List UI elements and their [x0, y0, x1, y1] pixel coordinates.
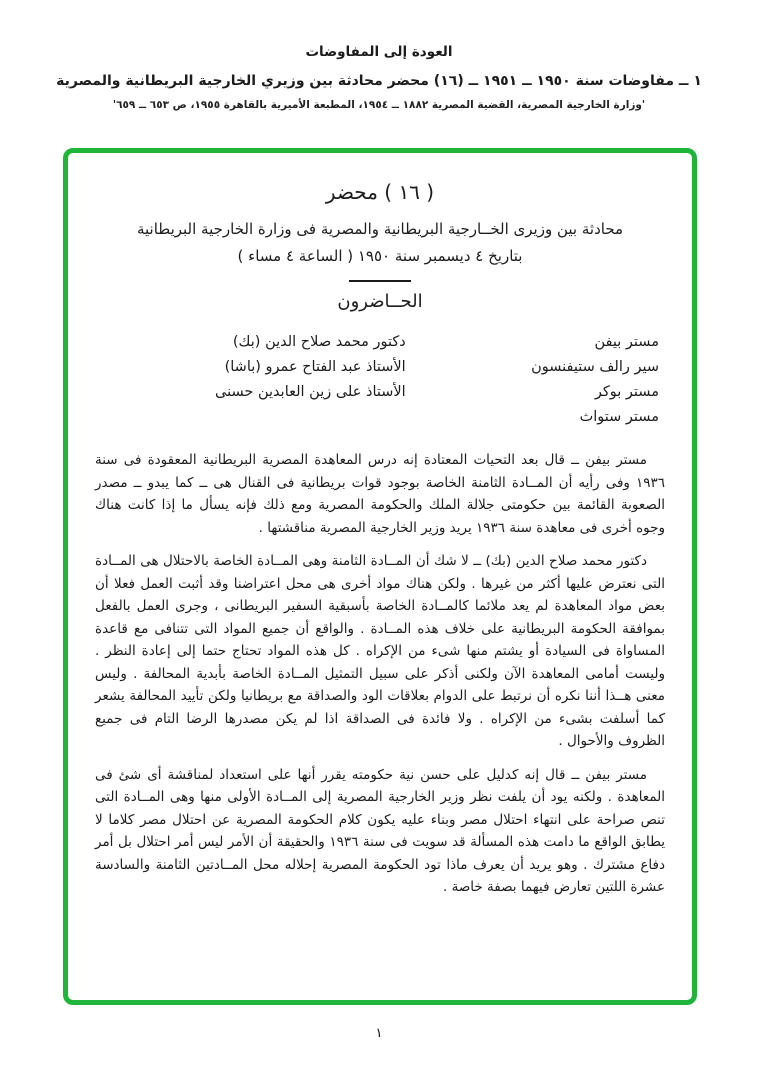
header-source-citation: 'وزارة الخارجية المصرية، القضية المصرية ١٨٨٢ ــ ١٩٥٤، المطبعة الأميرية بالقاهرة ١٩٥٥، ص ٦٥٣ ــ ٦٥٩' [112, 99, 646, 111]
page-number: ١ [375, 1026, 383, 1041]
attendees-list [95, 332, 665, 427]
attendee-name: مستر بيفن [594, 334, 659, 350]
attendee-name: الأستاذ على زين العابدين حسنى [215, 384, 406, 400]
attendee-name: مستر ستواث [579, 409, 659, 425]
title-divider-rule [349, 280, 411, 282]
paragraph-bevin-2: مستر بيفن ــ قال إنه كدليل على حسن نية حكومته يقرر أنها على استعداد لمناقشة أى شئ فى المعاهدة . ولكنه يود أن يلفت نظر وزير الخارجية المصرية إلى المــادة الأولى منها وهى المــادة التى تنص صراحة على انتهاء احتلال مصر وبناء عليه يكون كلام الحكومة المصرية عن احتلال مصر كلاما لا يطابق الواقع ما دامت هذه المسألة قد سويت فى سنة ١٩٣٦ والحقيقة أن الأمر ليس أمر احتلال بل أمر دفاع مشترك . وهو يريد أن يعرف ماذا تود الحكومة المصرية إحلاله محل المــادتين الثامنة والسادسة عشرة اللتين تعارض فيهما بصفة خاصة . [95, 766, 665, 895]
attendee-name: دكتور محمد صلاح الدين (بك) [232, 334, 406, 350]
minutes-subtitle-line1: محادثة بين وزيرى الخــارجية البريطانية والمصرية فى وزارة الخارجية البريطانية [136, 220, 624, 238]
attendee-name: سير رالف ستيفنسون [531, 359, 659, 375]
header-section-title: العودة إلى المفاوضات [305, 44, 453, 60]
attendees-column-british [531, 332, 659, 427]
document-content [95, 153, 665, 899]
paragraph-bevin-1: مستر بيفن ــ قال بعد التحيات المعتادة إنه درس المعاهدة المصرية البريطانية المعقودة فى سنة ١٩٣٦ وفى رأيه أن المــادة الثامنة الخاصة بوجود قوات بريطانية فى القنال هى ــ كما يبدو ــ مصدر الصعوبة القائمة بين حكومتى جلالة الملك والحكومة المصرية ومع ذلك فإنه يسأل ما إذا كانت هناك وجوه أخرى فى معاهدة سنة ١٩٣٦ يريد وزير الخارجية المصرية مناقشتها . [95, 452, 665, 536]
minutes-title: ( ١٦ ) محضر [325, 180, 435, 204]
attendee-name: الأستاذ عبد الفتاح عمرو (باشا) [224, 359, 406, 375]
attendees-heading: الحــاضرون [337, 291, 423, 312]
minutes-body [95, 449, 665, 899]
page-header [0, 44, 758, 111]
minutes-subtitle-line2: بتاريخ ٤ ديسمبر سنة ١٩٥٠ ( الساعة ٤ مساء ) [237, 247, 523, 265]
paragraph-salaheldin: دكتور محمد صلاح الدين (بك) ــ لا شك أن المــادة الثامنة وهى المــادة الخاصة بالاحتلال هى المــادة التى نعترض عليها أكثر من غيرها . ولكن هناك مواد أخرى هى محل اعتراضنا وقد أثبت العمل فعلا أن بعض مواد المعاهدة لم يعد ملائما كالمــادة الخاصة بأسبقية السفير البريطانى ، وجرى العمل بالفعل بموافقة الحكومة البريطانية على خلاف هذه المــادة . والواقع أن جميع المواد التى تتنافى مع قاعدة المساواة فى السيادة أو يشتم منها شىء من الإكراه . كل هذه المواد تحتاج حتما إلى إعادة النظر . وليست أمامى المعاهدة الآن ولكنى أذكر على سبيل التمثيل المــادة الخاصة بأبدية المحالفة . وليس معنى هــذا أننا نكره أن نرتبط على الدوام بعلاقات الود والصداقة مع بريطانيا ولكن تأييد المحالفة يشعر كما أسلفت بشىء من الإكراه . ولا فائدة فى الصداقة اذا لم يكن مصدرها الرضا التام فى جميع الظروف والأحوال . [95, 553, 665, 749]
header-document-title: ١ ــ مفاوضات سنة ١٩٥٠ ــ ١٩٥١ ــ (١٦) محضر محادثة بين وزيري الخارجية البريطانية والمصرية [56, 73, 702, 89]
attendees-column-egyptian [215, 332, 406, 427]
attendee-name: مستر بوكر [594, 384, 659, 400]
